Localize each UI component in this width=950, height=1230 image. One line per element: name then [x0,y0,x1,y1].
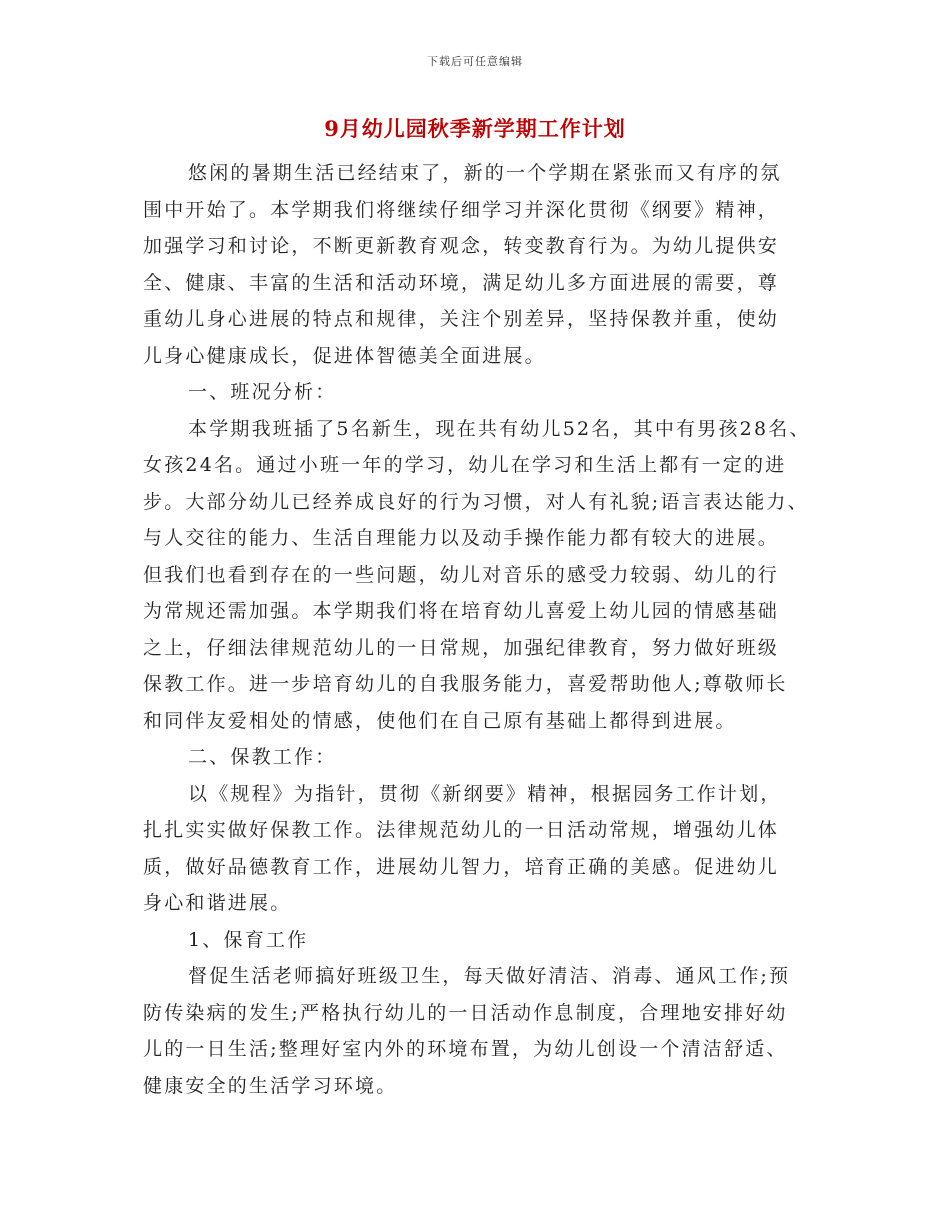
text-line: 步。大部分幼儿已经养成良好的行为习惯，对人有礼貌;语言表达能力、 [143,490,809,513]
text-line: 二、保教工作： [188,746,337,768]
text-line: 健康安全的生活学习环境。 [143,1074,398,1097]
text-line: 之上，仔细法律规范幼儿的一日常规，加强纪律教育，努力做好班级 [143,636,780,659]
text-line: 质，做好品德教育工作，进展幼儿智力，培育正确的美感。促进幼儿 [143,855,780,878]
text-line: 1、保育工作 [188,928,309,951]
text-line: 与人交往的能力、生活自理能力以及动手操作能力都有较大的进展。 [143,527,780,549]
text-line: 全、健康、丰富的生活和活动环境，满足幼儿多方面进展的需要，尊 [143,271,780,294]
text-line: 儿身心健康成长，促进体智德美全面进展。 [143,344,546,367]
text-line: 防传染病的发生;严格执行幼儿的一日活动作息制度，合理地安排好幼 [143,1001,788,1024]
document-title: 9月幼儿园秋季新学期工作计划 [324,116,626,141]
text-line: 督促生活老师搞好班级卫生，每天做好清洁、消毒、通风工作;预 [188,965,791,987]
document-body [143,155,823,1104]
text-line: 儿的一日生活;整理好室内外的环境布置，为幼儿创设一个清洁舒适、 [143,1038,788,1060]
text-line: 女孩24名。通过小班一年的学习，幼儿在学习和生活上都有一定的进 [143,454,787,476]
text-line: 重幼儿身心进展的特点和规律，关注个别差异，坚持保教并重，使幼 [143,308,780,330]
text-line: 保教工作。进一步培育幼儿的自我服务能力，喜爱帮助他人;尊敬师长 [143,673,788,695]
text-line: 以《规程》为指针，贯彻《新纲要》精神，根据园务工作计划， [188,782,782,805]
text-line: 为常规还需加强。本学期我们将在培育幼儿喜爱上幼儿园的情感基础 [143,600,780,622]
text-line: 但我们也看到存在的一些问题，幼儿对音乐的感受力较弱、幼儿的行 [143,563,780,586]
text-line: 身心和谐进展。 [143,892,292,914]
header-note: 下载后可任意编辑 [427,55,523,68]
text-line: 本学期我班插了5名新生，现在共有幼儿52名，其中有男孩28名、 [188,417,811,440]
text-line: 扎扎实实做好保教工作。法律规范幼儿的一日活动常规，增强幼儿体 [143,819,780,841]
text-line: 一、班况分析： [188,381,337,403]
text-line: 悠闲的暑期生活已经结束了，新的一个学期在紧张而又有序的氛 [188,162,782,184]
text-line: 和同伴友爱相处的情感，使他们在自己原有基础上都得到进展。 [143,709,737,732]
text-line: 加强学习和讨论，不断更新教育观念，转变教育行为。为幼儿提供安 [143,235,780,257]
text-line: 围中开始了。本学期我们将继续仔细学习并深化贯彻《纲要》精神， [143,198,780,221]
